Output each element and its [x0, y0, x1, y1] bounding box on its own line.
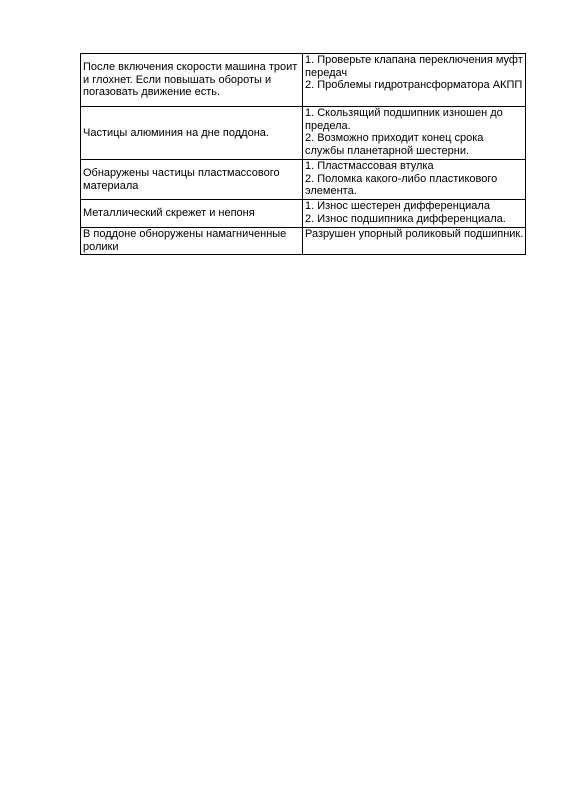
cause-cell: 1. Скользящий подшипник изношен до предела. 2. Возможно приходит конец срока службы планетарной шестерни.	[303, 107, 526, 160]
table-row	[81, 107, 526, 160]
table-row	[81, 200, 526, 228]
troubleshooting-table	[80, 53, 526, 255]
cause-cell: Разрушен упорный роликовый подшипник.	[303, 228, 526, 255]
symptom-cell: Частицы алюминия на дне поддона.	[81, 107, 303, 160]
cause-cell: 1. Проверьте клапана переключения муфт передач 2. Проблемы гидротрансформатора АКПП	[303, 54, 526, 107]
symptom-cell: Металлический скрежет и непоня	[81, 200, 303, 228]
symptom-cell: В поддоне обноружены намагниченные ролики	[81, 228, 303, 255]
table-row	[81, 160, 526, 200]
table-row	[81, 54, 526, 107]
cause-cell: 1. Износ шестерен дифференциала 2. Износ подшипника дифференциала.	[303, 200, 526, 228]
symptom-cell: После включения скорости машина троит и глохнет. Если повышать обороты и погазовать движение есть.	[81, 54, 303, 107]
table-row	[81, 228, 526, 255]
cause-cell: 1. Пластмассовая втулка 2. Поломка какого-либо пластикового элемента.	[303, 160, 526, 200]
symptom-cell: Обнаружены частицы пластмассового материала	[81, 160, 303, 200]
